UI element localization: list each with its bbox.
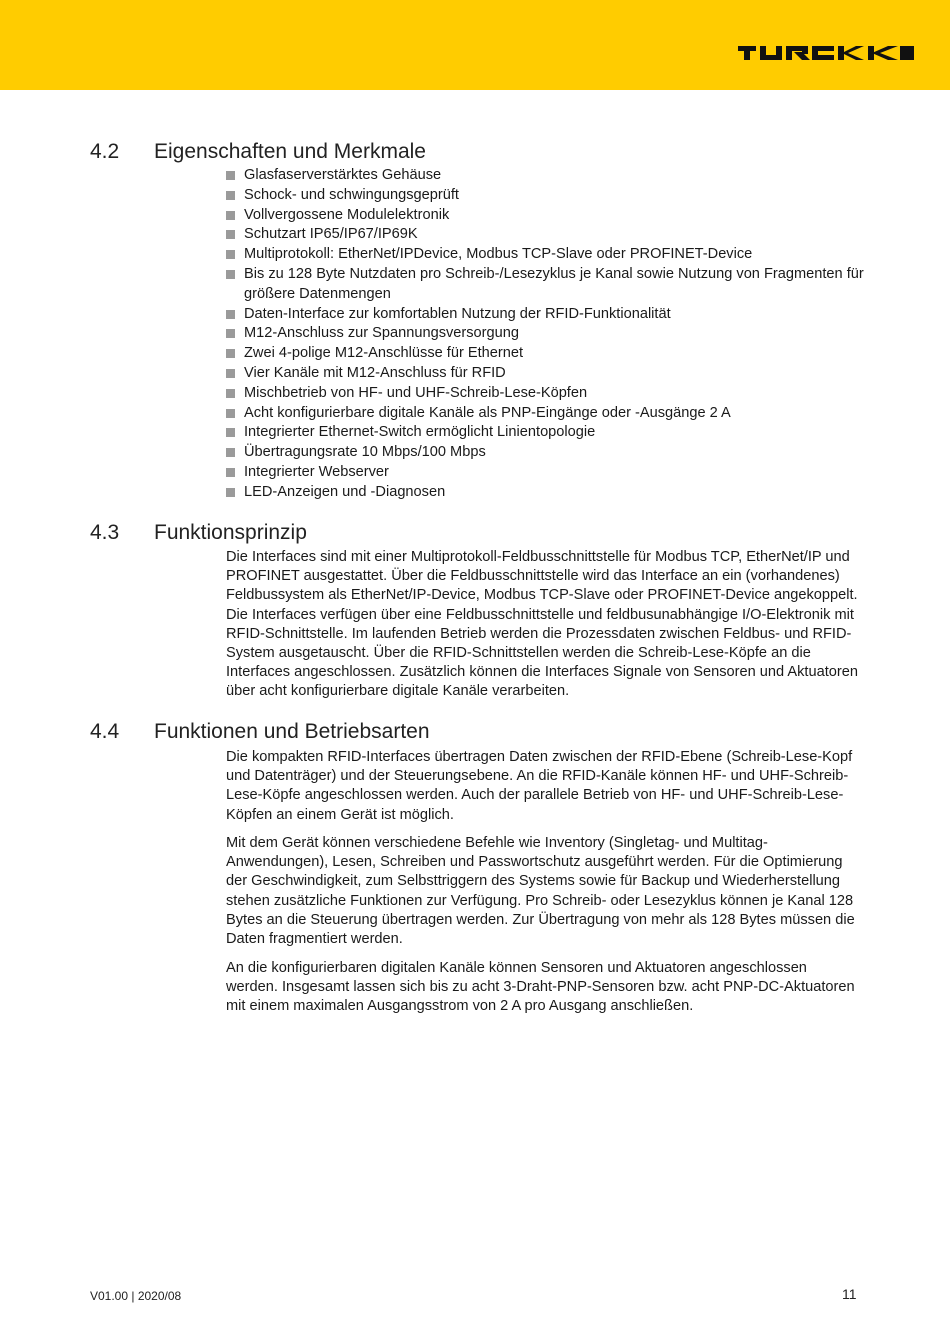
square-bullet-icon [226, 488, 235, 497]
square-bullet-icon [226, 409, 235, 418]
section-number: 4.4 [90, 720, 120, 743]
square-bullet-icon [226, 270, 235, 279]
list-item: Vollvergossene Modulelektronik [226, 206, 866, 226]
square-bullet-icon [226, 448, 235, 457]
square-bullet-icon [226, 389, 235, 398]
square-bullet-icon [226, 250, 235, 259]
section-number: 4.2 [90, 140, 120, 163]
list-item: Daten-Interface zur komfortablen Nutzung der RFID-Funktionalität [226, 305, 866, 325]
square-bullet-icon [226, 171, 235, 180]
section-title: Eigenschaften und Merkmale [154, 140, 426, 163]
list-item: Schock- und schwingungsgeprüft [226, 186, 866, 206]
list-item: Zwei 4-polige M12-Anschlüsse für Ethernet [226, 344, 866, 364]
section-heading-4-4 [90, 720, 430, 744]
square-bullet-icon [226, 369, 235, 378]
paragraph-funktionen-1: Die kompakten RFID-Interfaces übertragen Daten zwischen der RFID-Ebene (Schreib-Lese-Kopf und Datenträger) und der Steuerungsebene. An die RFID-Kanäle können HF- und UHF-Schreib-Lese-Köpfe angeschlossen werden. Auch der parallele Betrieb von HF- und UHF-Schreib-Lese-Köpfen an einem Gerät ist möglich. [226, 749, 853, 823]
list-item: Übertragungsrate 10 Mbps/100 Mbps [226, 443, 866, 463]
section-heading-4-2 [90, 140, 426, 164]
list-item: Integrierter Ethernet-Switch ermöglicht Linientopologie [226, 423, 866, 443]
square-bullet-icon [226, 310, 235, 319]
square-bullet-icon [226, 211, 235, 220]
paragraph-funktionen-2: Mit dem Gerät können verschiedene Befehle wie Inventory (Singletag- und Multitag-Anwendungen), Lesen, Schreiben und Passwortschutz ausgeführt werden. Für die Optimierung der Geschwindigkeit, zum Selbsttriggern des Systems sowie für Backup und Wiederherstellung stehen zusätzliche Funktionen zur Verfügung. Pro Schreib- oder Lesezyklus können je Kanal 128 Bytes an die Steuerung übertragen werden. Zur Übertragung von mehr als 128 Bytes müssen die Daten fragmentiert werden. [226, 835, 855, 948]
footer-version: V01.00 | 2020/08 [90, 1289, 182, 1303]
square-bullet-icon [226, 349, 235, 358]
list-item: Acht konfigurierbare digitale Kanäle als PNP-Eingänge oder -Ausgänge 2 A [226, 404, 866, 424]
square-bullet-icon [226, 468, 235, 477]
paragraph-funktionsprinzip: Die Interfaces sind mit einer Multiprotokoll-Feldbusschnittstelle für Modbus TCP, EtherNet/IP und PROFINET ausgestattet. Über die Feldbusschnittstelle wird das Interface an ein (vorhandenes) Feldbussystem als EtherNet/IP-Device, Modbus TCP-Slave oder PROFINET-Device angekoppelt. Die Interfaces verfügen über eine Feldbusschnittstelle und feldbusunabhängige I/O-Elektronik mit RFID-Schnittstelle. Im laufenden Betrieb werden die Prozessdaten zwischen Feldbus- und RFID-System ausgetauscht. Über die RFID-Schnittstellen werden die Schreib-Lese-Köpfe an die Interfaces angeschlossen. Zusätzlich können die Interfaces Signale von Sensoren und Aktuatoren über acht konfigurierbare digitale Kanäle verarbeiten. [226, 549, 858, 700]
section-title: Funktionsprinzip [154, 521, 307, 544]
section-number: 4.3 [90, 521, 120, 544]
paragraph-funktionen-3: An die konfigurierbaren digitalen Kanäle können Sensoren und Aktuatoren angeschlossen werden. Insgesamt lassen sich bis zu acht 3-Draht-PNP-Sensoren bzw. acht PNP-DC-Aktuatoren mit einem maximalen Ausgangsstrom von 2 A pro Ausgang anschließen. [226, 960, 855, 1015]
list-item: LED-Anzeigen und -Diagnosen [226, 483, 866, 503]
section-title: Funktionen und Betriebsarten [154, 720, 430, 743]
square-bullet-icon [226, 191, 235, 200]
turck-logo [738, 41, 914, 65]
list-item: Vier Kanäle mit M12-Anschluss für RFID [226, 364, 866, 384]
features-list [226, 166, 866, 503]
page-number: 11 [842, 1286, 857, 1302]
section-heading-4-3 [90, 521, 307, 545]
square-bullet-icon [226, 329, 235, 338]
list-item: Glasfaserverstärktes Gehäuse [226, 166, 866, 186]
list-item: M12-Anschluss zur Spannungsversorgung [226, 324, 866, 344]
list-item: Integrierter Webserver [226, 463, 866, 483]
square-bullet-icon [226, 230, 235, 239]
square-bullet-icon [226, 428, 235, 437]
list-item: Bis zu 128 Byte Nutzdaten pro Schreib-/Lesezyklus je Kanal sowie Nutzung von Fragmenten für größere Datenmengen [226, 265, 866, 305]
list-item: Mischbetrieb von HF- und UHF-Schreib-Lese-Köpfen [226, 384, 866, 404]
list-item: Multiprotokoll: EtherNet/IPDevice, Modbus TCP-Slave oder PROFINET-Device [226, 245, 866, 265]
list-item: Schutzart IP65/IP67/IP69K [226, 225, 866, 245]
